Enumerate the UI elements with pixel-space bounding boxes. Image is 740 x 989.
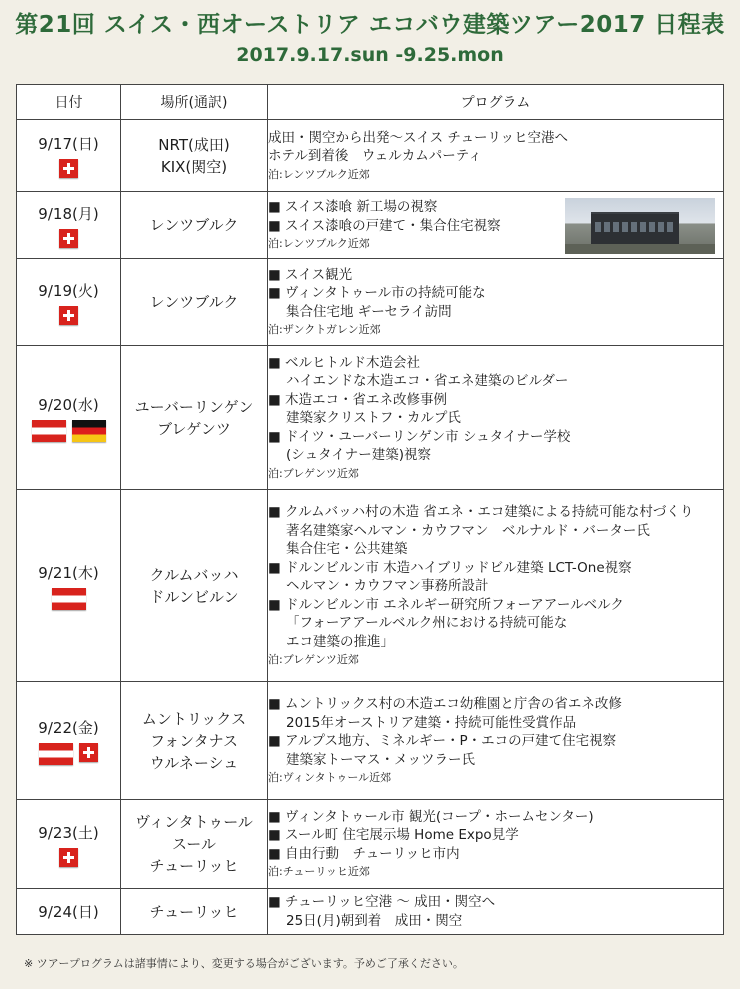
place-name: ムントリックス [141, 709, 247, 728]
austria-flag-icon [32, 420, 66, 442]
program-line: 「フォーアアールベルク州における持続可能な [286, 615, 568, 631]
swiss-flag-icon [79, 743, 98, 762]
program-line: ■ ヴィンタトゥール市の持続可能な [268, 285, 486, 302]
place-name: ユーバーリンゲン [134, 397, 254, 416]
austria-flag-icon [39, 743, 73, 765]
place-cell [121, 192, 268, 259]
program-line: ■ ベルヒトルド木造会社 [268, 354, 421, 371]
program-line: ヘルマン・カウフマン事務所設計 [286, 578, 489, 594]
country-flags [17, 588, 120, 610]
table-row [17, 800, 724, 889]
program-line: ■ ムントリックス村の木造エコ幼稚園と庁舎の省エネ改修 [268, 696, 622, 712]
austria-flag-icon [52, 588, 86, 610]
date-cell [17, 800, 121, 889]
overnight-note: 泊:ザンクトガレン近郊 [268, 323, 381, 337]
place-name: レンツブルク [149, 216, 239, 234]
table-header-row [17, 85, 724, 120]
place-cell [121, 490, 268, 682]
program-line: ■ ドルンビルン市 エネルギー研究所フォーアアールベルク [268, 596, 624, 613]
program-cell [268, 346, 724, 490]
program-cell [268, 490, 724, 682]
program-line: 建築家トーマス・メッツラー氏 [286, 751, 475, 768]
country-flags [17, 420, 120, 442]
tour-dates: 2017.9.17.sun -9.25.mon [236, 44, 504, 66]
program-cell [268, 192, 724, 259]
column-header-place: 場所(通訳) [121, 85, 268, 120]
overnight-note: 泊:ブレゲンツ近郊 [268, 466, 359, 480]
program-cell [268, 120, 724, 192]
program-line: 集合住宅地 ギーセライ訪問 [286, 303, 452, 320]
program-line: ■ スイス漆喰の戸建て・集合住宅視察 [268, 217, 501, 234]
country-flags [17, 848, 120, 867]
place-name: ブレゲンツ [157, 419, 231, 438]
program-line: 建築家クリストフ・カルプ氏 [286, 410, 461, 426]
program-cell [268, 682, 724, 800]
program-line: 25日(月)朝到着 成田・関空 [286, 912, 463, 929]
date-text: 9/19(火) [38, 281, 99, 300]
column-header-date: 日付 [17, 85, 121, 120]
column-header-program: プログラム [268, 85, 724, 120]
swiss-flag-icon [59, 159, 78, 178]
factory-building-photo [565, 198, 715, 254]
date-cell [17, 490, 121, 682]
table-row [17, 346, 724, 490]
program-line: ■ ヴィンタトゥール市 観光(コープ・ホームセンター) [268, 808, 594, 825]
program-line: 2015年オーストリア建築・持続可能性受賞作品 [286, 714, 577, 731]
date-cell [17, 889, 121, 935]
overnight-note: 泊:レンツブルク近郊 [268, 167, 370, 181]
place-name: チューリッヒ [149, 902, 239, 921]
date-text: 9/17(日) [38, 135, 99, 153]
table-row [17, 490, 724, 682]
place-name: チューリッヒ [149, 857, 239, 875]
program-line: ■ スール町 住宅展示場 Home Expo見学 [268, 827, 519, 844]
schedule-table [16, 84, 724, 935]
program-line: ハイエンドな木造エコ・省エネ建築のビルダー [286, 373, 569, 389]
country-flags [17, 306, 120, 325]
date-cell [17, 192, 121, 259]
date-text: 9/18(月) [38, 204, 99, 223]
program-line: 集合住宅・公共建築 [286, 541, 408, 557]
swiss-flag-icon [59, 229, 78, 248]
program-line: 著名建築家ヘルマン・カウフマン ベルナルド・バーター氏 [286, 522, 650, 539]
footnote: ※ ツアープログラムは諸事情により、変更する場合がございます。予めご了承ください。 [24, 957, 464, 970]
program-line: 成田・関空から出発〜スイス チューリッヒ空港へ [268, 129, 568, 146]
program-line: ■ ドルンビルン市 木造ハイブリッドビル建築 LCT-One視察 [268, 559, 632, 576]
date-cell [17, 120, 121, 192]
place-name: スール [172, 835, 216, 853]
program-cell [268, 800, 724, 889]
overnight-note: 泊:ヴィンタトゥール近郊 [268, 771, 392, 784]
page-title: 第21回 スイス・西オーストリア エコバウ建築ツアー2017 日程表 [15, 12, 725, 38]
table-row [17, 120, 724, 192]
place-name: ヴィンタトゥール [135, 813, 253, 831]
place-cell [121, 889, 268, 935]
date-cell [17, 259, 121, 346]
overnight-note: 泊:ブレゲンツ近郊 [268, 653, 359, 666]
program-line: (シュタイナー建築)視察 [286, 447, 431, 463]
country-flags [17, 229, 120, 248]
place-name: フォンタナス [149, 731, 239, 750]
place-cell [121, 346, 268, 490]
place-name: クルムバッハ [149, 565, 239, 584]
date-text: 9/22(金) [38, 718, 99, 737]
place-cell [121, 120, 268, 192]
place-name: NRT(成田) [158, 135, 230, 154]
place-name: ドルンビルン [149, 587, 239, 606]
date-text: 9/23(土) [38, 823, 99, 842]
program-line: ■ ドイツ・ユーバーリンゲン市 シュタイナー学校 [268, 428, 571, 445]
date-cell [17, 682, 121, 800]
program-line: ■ アルプス地方、ミネルギー・P・エコの戸建て住宅視察 [268, 733, 617, 749]
place-name: KIX(関空) [160, 157, 228, 176]
country-flags [17, 743, 120, 765]
table-row [17, 889, 724, 935]
table-row [17, 192, 724, 259]
program-line: ■ スイス観光 [268, 266, 353, 283]
overnight-note: 泊:レンツブルク近郊 [268, 237, 370, 250]
swiss-flag-icon [59, 306, 78, 325]
program-line: ■ スイス漆喰 新工場の視察 [268, 199, 438, 215]
date-cell [17, 346, 121, 490]
program-line: エコ建築の推進」 [286, 633, 394, 650]
place-cell [121, 682, 268, 800]
place-cell [121, 800, 268, 889]
country-flags [17, 159, 120, 178]
program-cell [268, 889, 724, 935]
program-cell [268, 259, 724, 346]
swiss-flag-icon [59, 848, 78, 867]
germany-flag-icon [72, 420, 106, 442]
date-text: 9/20(水) [38, 395, 99, 414]
program-line: ■ チューリッヒ空港 〜 成田・関空へ [268, 894, 496, 910]
table-row [17, 259, 724, 346]
program-line: ホテル到着後 ウェルカムパーティ [268, 148, 482, 164]
program-line: ■ 自由行動 チューリッヒ市内 [268, 845, 460, 862]
program-line: ■ クルムバッハ村の木造 省エネ・エコ建築による持続可能な村づくり [268, 504, 694, 520]
date-text: 9/21(木) [38, 563, 99, 582]
table-row [17, 682, 724, 800]
place-name: ウルネーシュ [149, 753, 239, 772]
date-text: 9/24(日) [38, 902, 99, 921]
overnight-note: 泊:チューリッヒ近郊 [268, 865, 370, 879]
place-cell [121, 259, 268, 346]
program-line: ■ 木造エコ・省エネ改修事例 [268, 391, 448, 408]
place-name: レンツブルク [149, 293, 239, 311]
